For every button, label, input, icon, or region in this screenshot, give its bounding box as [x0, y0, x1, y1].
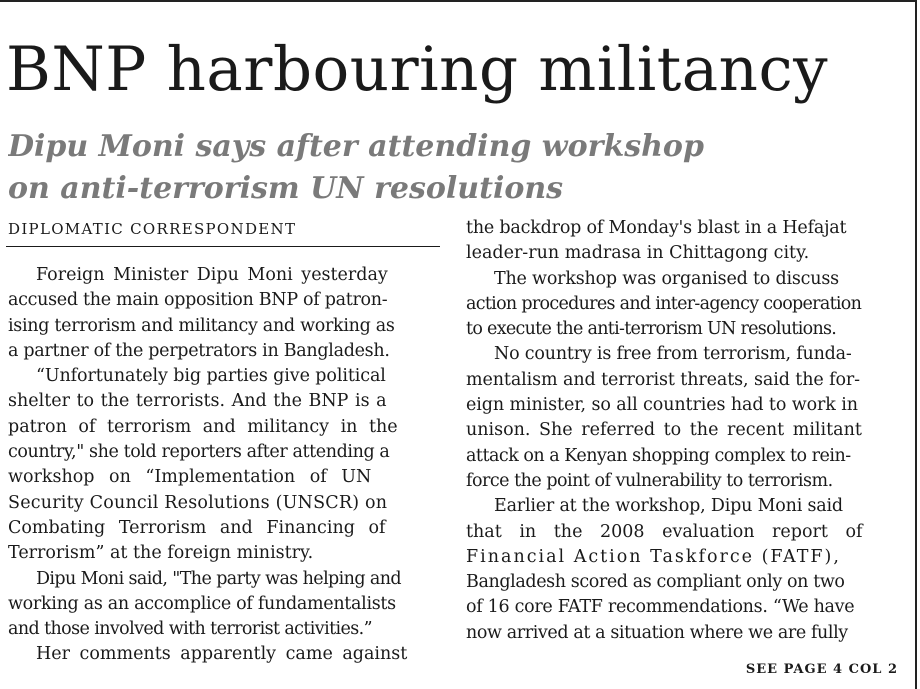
- subheadline-line: Dipu Moni says after attending workshop: [8, 129, 704, 164]
- article-line: country," she told reporters after attending a: [8, 442, 390, 463]
- article-line: workshop on “Implementation of UN: [8, 467, 372, 488]
- article-line: and those involved with terrorist activities.”: [8, 619, 372, 640]
- article-line: Financial Action Taskforce (FATF),: [466, 546, 841, 567]
- article-line: action procedures and inter-agency cooperation: [466, 293, 862, 314]
- article-line: “Unfortunately big parties give political: [36, 366, 386, 387]
- article-line: a partner of the perpetrators in Bangladesh.: [8, 340, 390, 361]
- article-line: force the point of vulnerability to terrorism.: [466, 470, 833, 491]
- article-column-right: [466, 216, 902, 646]
- headline: BNP harbouring militancy: [6, 34, 829, 105]
- article-line: Combating Terrorism and Financing of: [8, 517, 386, 538]
- article-line: ising terrorism and militancy and working as: [8, 315, 395, 336]
- article-line: working as an accomplice of fundamentalists: [8, 593, 396, 614]
- article-line: Her comments apparently came against: [36, 644, 408, 665]
- continuation-note: SEE PAGE 4 COL 2: [745, 662, 898, 677]
- article-line: patron of terrorism and militancy in the: [8, 416, 398, 437]
- byline-rule: [6, 246, 440, 247]
- article-line: No country is free from terrorism, funda-: [494, 344, 852, 365]
- subheadline-line: on anti-terrorism UN resolutions: [8, 171, 564, 206]
- subheadline: [8, 126, 868, 210]
- article-line: leader-run madrasa in Chittagong city.: [466, 243, 810, 264]
- article-line: Foreign Minister Dipu Moni yesterday: [36, 265, 388, 285]
- article-line: to execute the anti-terrorism UN resolutions.: [466, 319, 837, 340]
- article-line: mentalism and terrorist threats, said the for-: [466, 369, 860, 390]
- article-line: Terrorism” at the foreign ministry.: [8, 543, 314, 564]
- article-line: the backdrop of Monday's blast in a Hefajat: [466, 218, 847, 238]
- article-line: attack on a Kenyan shopping complex to rein-: [466, 445, 851, 466]
- article-line: that in the 2008 evaluation report of: [466, 521, 863, 542]
- article-line: Security Council Resolutions (UNSCR) on: [8, 492, 388, 513]
- article-line: eign minister, so all countries had to work in: [466, 395, 858, 416]
- article-line: now arrived at a situation where we are fully: [466, 622, 848, 643]
- article-line: accused the main opposition BNP of patron-: [8, 290, 388, 311]
- article-line: Dipu Moni said, "The party was helping and: [36, 568, 402, 589]
- byline: DIPLOMATIC CORRESPONDENT: [8, 220, 297, 238]
- article-line: of 16 core FATF recommendations. “We have: [466, 597, 855, 618]
- article-line: unison. She referred to the recent militant: [466, 420, 862, 441]
- article-line: shelter to the terrorists. And the BNP is a: [8, 391, 387, 412]
- right-border: [915, 0, 917, 689]
- article-line: The workshop was organised to discuss: [494, 268, 839, 289]
- article-line: Earlier at the workshop, Dipu Moni said: [494, 496, 843, 517]
- article-line: Bangladesh scored as compliant only on two: [466, 572, 845, 593]
- article-column-left: [8, 263, 440, 668]
- top-border: [0, 0, 916, 2]
